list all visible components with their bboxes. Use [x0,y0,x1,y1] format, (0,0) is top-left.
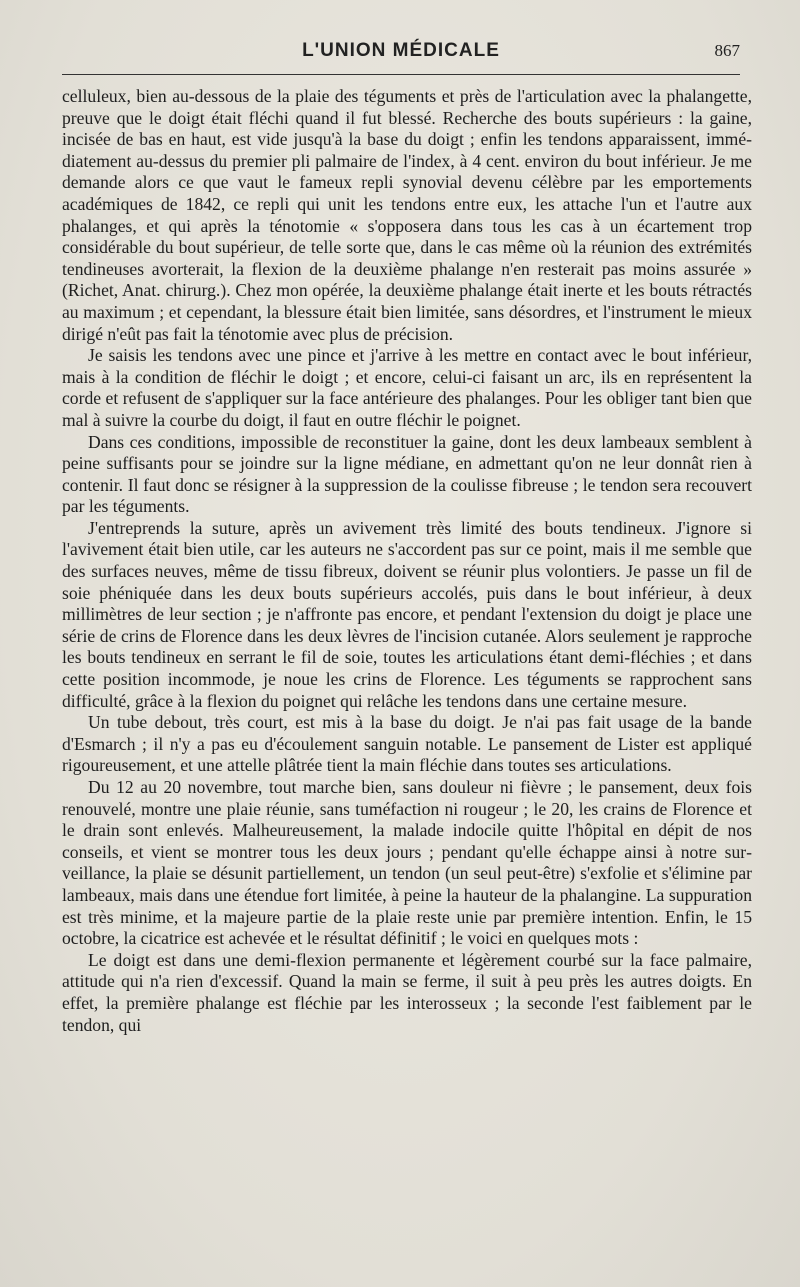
header-rule [62,74,740,75]
paragraph-suture: J'entreprends la suture, après un avivement très limité des bouts tendineux. J'ignore si l'avivement était bien utile, car les auteurs ne s'accordent pas sur ce point, mais il me semble que des surfaces neuves, même de tissu fibreux, doivent se réunir plus volontiers. Je passe un fil de soie phéniquée dans les deux bouts supérieurs accolés, puis dans le bout inférieur, à deux millimètres de leur section ; je n'affronte pas encore, et pendant l'extension du doigt je place une série de crins de Florence dans les deux lèvres de l'incision cutanée. Alors seulement je rapproche les bouts tendineux en serrant le fil de soie, toutes les articulations étant demi-fléchies ; et dans cette position incommode, je noue les crins de Florence. Les téguments se rapprochent sans difficulté, grâce à la flexion du poignet qui relâche les tendons dans une certaine mesure. [62,517,752,711]
body-text [62,86,752,1036]
paragraph-gaine: Dans ces conditions, impossible de reconstituer la gaine, dont les deux lambeaux semblent à peine suffisants pour se joindre sur la ligne médiane, en admettant qu'on ne leur donnât rien à contenir. Il faut donc se résigner à la suppression de la coulisse fibreuse ; le tendon sera recouvert par les téguments. [62,431,752,517]
paragraph-tube: Un tube debout, très court, est mis à la base du doigt. Je n'ai pas fait usage de la bande d'Esmarch ; il n'y a pas eu d'écoulement sanguin notable. Le pansement de Lister est appliqué rigoureusement, et une attelle plâtrée tient la main fléchie dans toutes ses articulations. [62,712,752,776]
paragraph-continued: celluleux, bien au-dessous de la plaie des téguments et près de l'articulation avec la phalangette, preuve que le doigt était fléchi quand il fut blessé. Recherche des bouts supérieurs : la gaine, incisée de bas en haut, est vide jusqu'à la base du doigt ; enfin les tendons apparaissent, immédiatement au-dessus du premier pli palmaire de l'index, à 4 cent. environ du bout inférieur. Je me demande alors ce que vaut le fameux repli synovial devenu célèbre par les emportements académiques de 1842, ce repli qui unit les tendons entre eux, les attache l'un et l'autre aux phalanges, et qui après la ténotomie « s'opposera dans tous les cas à un écartement trop considérable du bout supérieur, de telle sorte que, dans le cas même où la réunion des extrémités tendineuses avorterait, la flexion de la deuxième phalange n'en resterait pas moins assurée » (Richet, Anat. chirurg.). Chez mon opérée, la deuxième phalange était inerte et les bouts rétractés au maximum ; et cependant, la blessure était bien limitée, sans désordres, et l'instrument le mieux dirigé n'eût pas fait la ténotomie avec plus de précision. [62,86,752,344]
journal-title: L'UNION MÉDICALE [302,40,500,61]
paragraph-suites: Du 12 au 20 novembre, tout marche bien, sans douleur ni fièvre ; le pansement, deux fois renouvelé, montre une plaie réunie, sans tuméfaction ni rougeur ; le 20, les crains de Florence et le drain sont enlevés. Malheureusement, la malade indocile quitte l'hôpital en dépit de nos conseils, et vient se montrer tous les deux jours ; pendant qu'elle échappe ainsi à notre surveillance, la plaie se désunit partiellement, un tendon (un seul peut-être) s'exfolie et s'élimine par lambeaux, mais dans une étendue fort limitée, à peine la hauteur de la phalangine. La suppuration est très minime, et la majeure partie de la plaie reste unie par première intention. Enfin, le 15 octobre, la cicatrice est achevée et le résultat définitif ; le voici en quelques mots : [62,777,752,949]
paragraph-tendons: Je saisis les tendons avec une pince et j'arrive à les mettre en contact avec le bout inférieur, mais à la condition de fléchir le doigt ; et encore, celui-ci faisant un arc, ils en représentent la corde et refusent de s'appliquer sur la face antérieure des phalanges. Pour les obliger tant bien que mal à suivre la courbe du doigt, il faut en outre fléchir le poignet. [62,345,752,430]
paragraph-resultat: Le doigt est dans une demi-flexion permanente et légèrement courbé sur la face palmaire, attitude qui n'a rien d'excessif. Quand la main se ferme, il suit à peu près les autres doigts. En effet, la première phalange est fléchie par les interosseux ; la seconde l'est faiblement par le tendon, qui [62,949,752,1035]
page-number: 867 [714,41,740,60]
running-head [62,40,740,70]
